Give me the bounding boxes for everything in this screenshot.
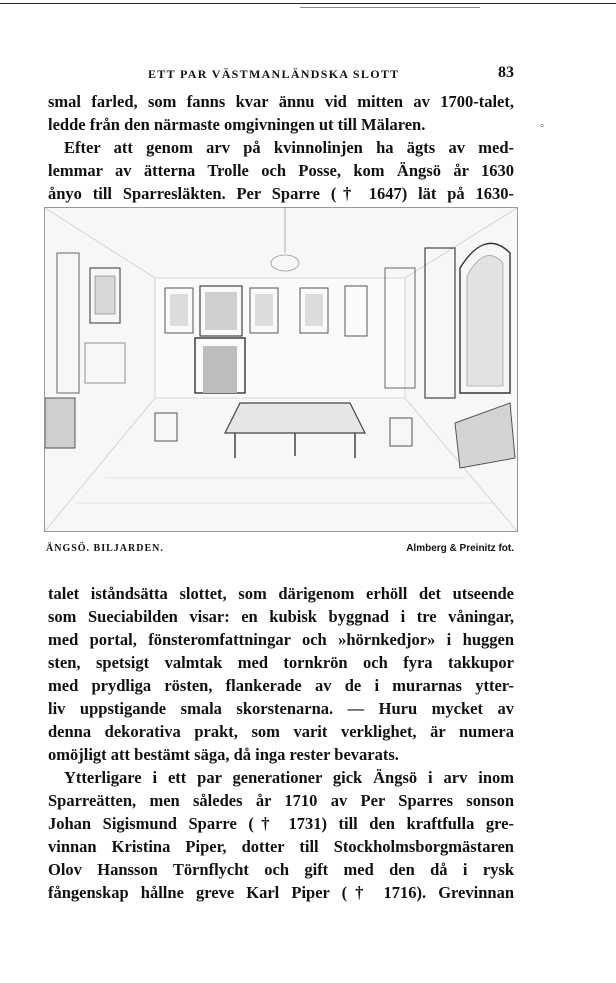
text-line: talet iståndsätta slottet, som därigenom erhöll det utseende <box>48 584 514 603</box>
text-line: Olov Hansson Törnflycht och gift med den då i rysk <box>48 860 514 879</box>
text-line: med prydliga rösten, flankerade av de i murarnas ytter- <box>48 676 514 695</box>
text-line: med portal, fönsteromfattningar och »hörnkedjor» i huggen <box>48 630 514 649</box>
text-line: smal farled, som fanns kvar ännu vid mitten av 1700-talet, <box>48 92 514 111</box>
top-border-line <box>0 3 616 4</box>
text-line: sten, spetsigt valmtak med tornkrön och fyra takkupor <box>48 653 514 672</box>
billiard-room-photograph <box>44 207 518 532</box>
running-title: ETT PAR VÄSTMANLÄNDSKA SLOTT <box>148 67 400 81</box>
text-line: vinnan Kristina Piper, dotter till Stockholmsborgmästaren <box>48 837 514 856</box>
top-border-line-secondary <box>300 7 480 8</box>
figure-caption <box>46 543 514 559</box>
text-line: denna dekorativa prakt, som varit verklighet, är numera <box>48 722 514 741</box>
text-line: Johan Sigismund Sparre († 1731) till den kraftfulla gre- <box>48 814 514 833</box>
text-line: lemmar av ätterna Trolle och Posse, kom Ängsö år 1630 <box>48 161 514 180</box>
photo-credit: Almberg & Preinitz fot. <box>406 543 514 554</box>
text-line: Sparreätten, men således år 1710 av Per Sparres sonson <box>48 791 514 810</box>
text-line: Ytterligare i ett par generationer gick Ängsö i arv inom <box>64 768 514 787</box>
text-line: ledde från den närmaste omgivningen ut till Mälaren. <box>48 115 426 134</box>
paragraph-1 <box>48 90 514 205</box>
text-line: fångenskap hållne greve Karl Piper († 1716). Grevinnan <box>48 883 514 902</box>
paragraph-2 <box>48 582 514 904</box>
margin-mark: ° <box>540 123 544 134</box>
text-line: ånyo till Sparresläkten. Per Sparre († 1647) lät på 1630- <box>48 184 514 203</box>
running-head <box>48 64 518 84</box>
text-line: liv uppstigande smala skorstenarna. — Huru mycket av <box>48 699 514 718</box>
page-number: 83 <box>498 64 514 81</box>
text-line: Efter att genom arv på kvinnolinjen ha ägts av med- <box>64 138 514 157</box>
text-line: som Sueciabilden visar: en kubisk byggnad i tre våningar, <box>48 607 514 626</box>
caption-title: ÄNGSÖ. BILJARDEN. <box>46 543 164 554</box>
text-line: omöjligt att bestämt säga, då inga rester bevarats. <box>48 745 399 764</box>
